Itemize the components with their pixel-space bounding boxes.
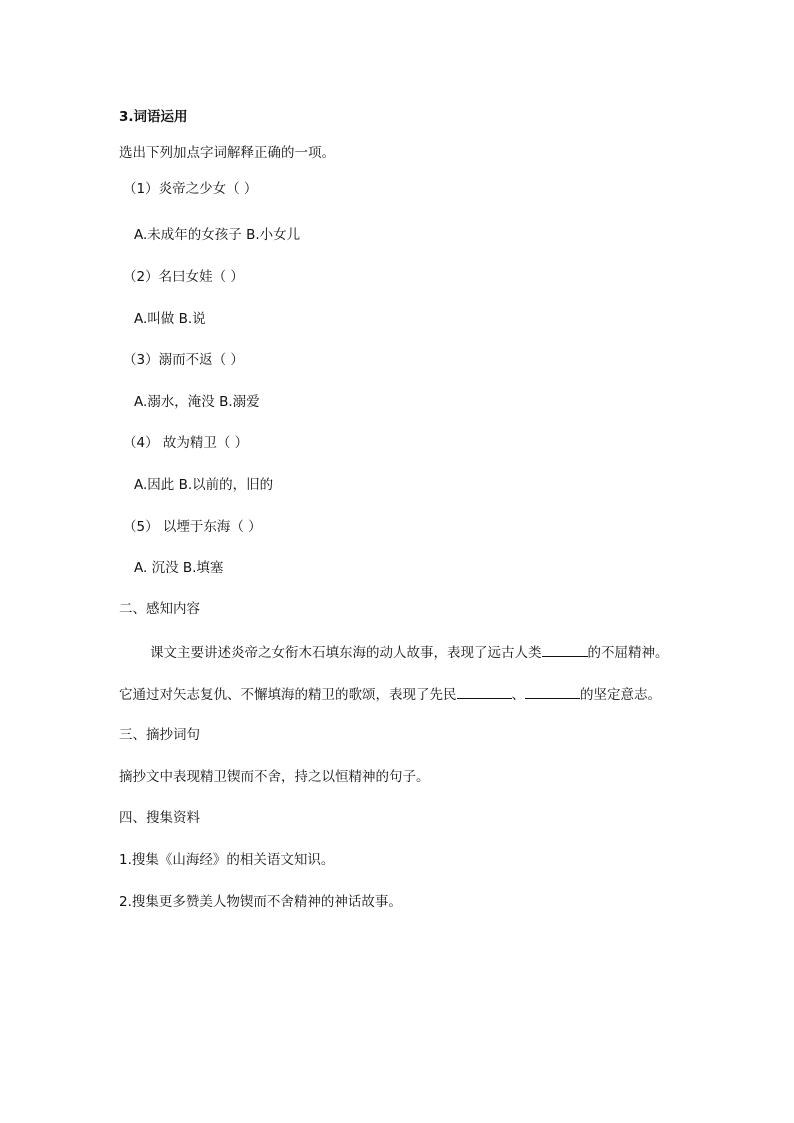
question-2-options: A.叫做 B.说	[134, 311, 206, 327]
part-2-paragraph-2-text-a: 它通过对矢志复仇、不懈填海的精卫的歌颂，表现了先民	[119, 687, 457, 703]
question-1: （1）炎帝之少女（ ）	[123, 181, 258, 197]
question-5: （5） 以堙于东海（ ）	[123, 519, 262, 535]
fill-blank-3[interactable]	[525, 686, 580, 699]
part-2-paragraph-2	[119, 686, 661, 703]
section-3-instruction: 选出下列加点字词解释正确的一项。	[119, 145, 335, 161]
fill-blank-1[interactable]	[542, 644, 588, 657]
question-3: （3）溺而不返（ ）	[123, 352, 244, 368]
part-3-text: 摘抄文中表现精卫锲而不舍，持之以恒精神的句子。	[119, 769, 430, 785]
part-2-paragraph-1-text-a: 课文主要讲述炎帝之女衔木石填东海的动人故事，表现了远古人类	[150, 645, 542, 661]
part-2-paragraph-2-separator: 、	[511, 687, 525, 703]
question-4: （4） 故为精卫（ ）	[123, 435, 249, 451]
fill-blank-2[interactable]	[457, 686, 512, 699]
part-2-paragraph-1-text-b: 的不屈精神。	[587, 645, 669, 661]
part-4-item-1: 1.搜集《山海经》的相关语文知识。	[119, 852, 335, 868]
part-4-title: 四、搜集资料	[119, 810, 200, 826]
question-4-options: A.因此 B.以前的，旧的	[134, 477, 274, 493]
part-3-title: 三、摘抄词句	[119, 727, 200, 743]
part-2-title: 二、感知内容	[119, 601, 200, 617]
question-1-options: A.未成年的女孩子 B.小女儿	[134, 227, 301, 243]
part-4-item-2: 2.搜集更多赞美人物锲而不舍精神的神话故事。	[119, 894, 402, 910]
part-2-paragraph-2-text-b: 的坚定意志。	[580, 687, 661, 703]
question-5-options: A. 沉没 B.填塞	[134, 560, 224, 576]
section-3-title: 3.词语运用	[119, 109, 188, 125]
part-2-paragraph-1	[150, 644, 669, 661]
question-2: （2）名曰女娃（ ）	[123, 269, 244, 285]
question-3-options: A.溺水，淹没 B.溺爱	[134, 394, 260, 410]
